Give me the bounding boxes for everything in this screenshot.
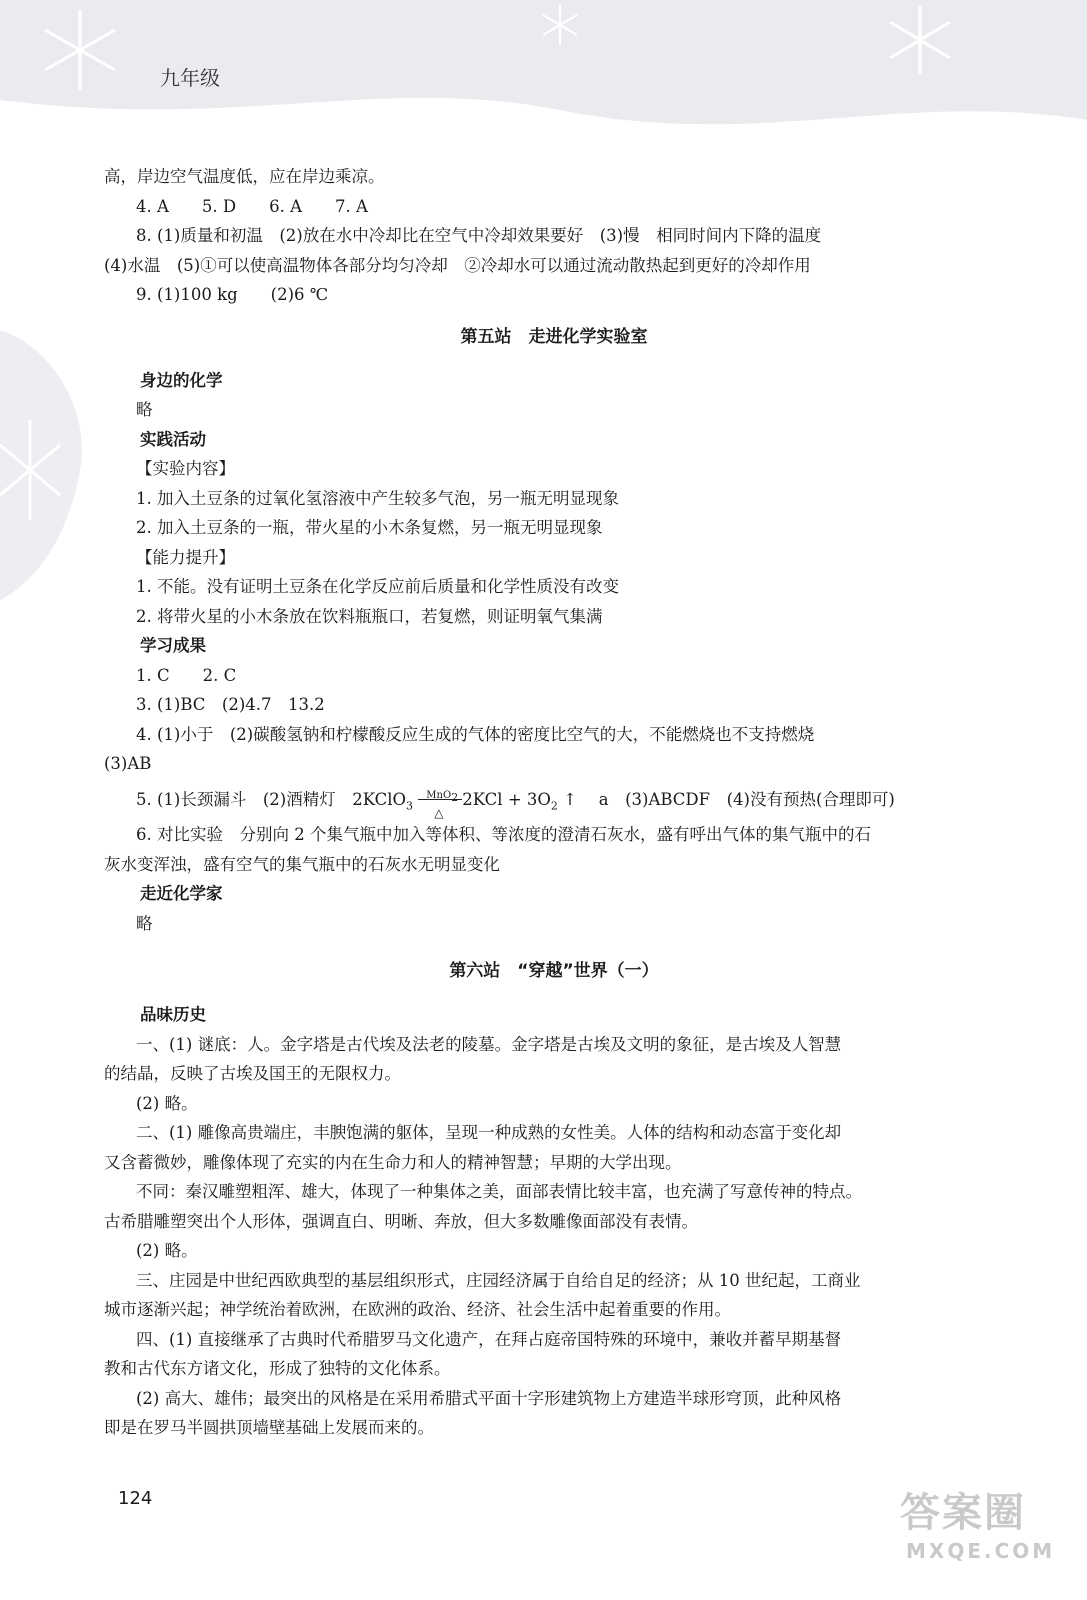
equation-suffix: ↑ a (3)ABCDF (4)没有预热(合理即可) <box>557 789 895 809</box>
answer-line: 8. (1)质量和初温 (2)放在水中冷却比在空气中冷却效果要好 (3)慢 相同时间内下降的温度 <box>136 226 822 245</box>
heat-symbol: △ <box>434 806 444 820</box>
answer-line: (4)水温 (5)①可以使高温物体各部分均匀冷却 ②冷却水可以通过流动散热起到更好的冷却作用 <box>104 255 811 275</box>
page-number: 124 <box>118 1488 153 1509</box>
answer-line: 教和古代东方诸文化，形成了独特的文化体系。 <box>104 1359 451 1379</box>
section-title: 第六站 “穿越”世界（一） <box>449 961 659 982</box>
reaction-condition <box>418 785 462 820</box>
answer-line: 古希腊雕塑突出个人形体，强调直白、明晰、奔放，但大多数雕像面部没有表情。 <box>104 1211 698 1231</box>
answer-line: 1. C 2. C <box>136 665 237 685</box>
subheading: 实践活动 <box>140 429 206 449</box>
grade-label: 九年级 <box>160 66 220 90</box>
subheading: 学习成果 <box>140 636 206 655</box>
answer-line: (2) 高大、雄伟；最突出的风格是在采用希腊式平面十字形建筑物上方建造半球形穹顶，此种风格 <box>136 1388 842 1408</box>
bracket-heading: 【实验内容】 <box>136 459 235 478</box>
answer-line: 3. (1)BC (2)4.7 13.2 <box>136 695 325 714</box>
equation-products: 2KCl + 3O <box>462 789 551 809</box>
catalyst: MnO <box>426 790 452 801</box>
subheading: 品味历史 <box>140 1005 206 1025</box>
answer-line: (3)AB <box>104 754 152 773</box>
watermark-logo-text: 答案圈 <box>900 1490 1026 1536</box>
answer-line: 4. A 5. D 6. A 7. A <box>136 196 368 216</box>
bracket-heading: 【能力提升】 <box>136 547 235 567</box>
side-decoration <box>0 330 90 600</box>
answer-line: 三、庄园是中世纪西欧典型的基层组织形式，庄园经济属于自给自足的经济；从 10 世纪起，工商业 <box>136 1270 861 1290</box>
subscript: 3 <box>406 798 414 812</box>
text-line: 高，岸边空气温度低，应在岸边乘凉。 <box>104 167 385 186</box>
answer-line: 不同：秦汉雕塑粗浑、雄大，体现了一种集体之美，面部表情比较丰富，也充满了写意传神的特点。 <box>136 1182 862 1202</box>
subheading: 走近化学家 <box>140 884 223 904</box>
answer-line: 1. 加入土豆条的过氧化氢溶液中产生较多气泡，另一瓶无明显现象 <box>136 488 619 508</box>
answer-line: (2) 略。 <box>136 1093 198 1113</box>
watermark <box>900 1488 1060 1583</box>
answer-line: 城市逐渐兴起；神学统治着欧洲，在欧洲的政治、经济、社会生活中起着重要的作用。 <box>104 1300 731 1320</box>
answer-line: 二、(1) 雕像高贵端庄，丰腴饱满的躯体，呈现一种成熟的女性美。人体的结构和动态富于变化却 <box>136 1123 842 1143</box>
answer-line: 略 <box>136 400 153 419</box>
answer-line: 即是在罗马半圆拱顶墙壁基础上发展而来的。 <box>104 1418 434 1438</box>
subscript: 2 <box>550 798 558 812</box>
answer-line: 的结晶，反映了古埃及国王的无限权力。 <box>104 1064 401 1084</box>
answer-line: 2. 加入土豆条的一瓶，带火星的小木条复燃，另一瓶无明显现象 <box>136 518 603 537</box>
equation-prefix: 5. (1)长颈漏斗 (2)酒精灯 2KClO <box>136 789 407 809</box>
answer-line: 略 <box>136 913 153 933</box>
answer-line: (2) 略。 <box>136 1241 198 1261</box>
equation-line <box>104 785 1004 821</box>
watermark-url: MXQE.COM <box>906 1539 1056 1563</box>
answer-line: 四、(1) 直接继承了古典时代希腊罗马文化遗产，在拜占庭帝国特殊的环境中，兼收并蓄早期基督 <box>136 1329 842 1349</box>
answer-content <box>104 162 1004 1443</box>
answer-line: 又含蓄微妙，雕像体现了充实的内在生命力和人的精神智慧；早期的大学出现。 <box>104 1152 682 1172</box>
answer-line: 灰水变浑浊，盛有空气的集气瓶中的石灰水无明显变化 <box>104 854 500 874</box>
answer-line: 4. (1)小于 (2)碳酸氢钠和柠檬酸反应生成的气体的密度比空气的大，不能燃烧也不支持燃烧 <box>136 724 815 744</box>
subscript: 2 <box>451 791 459 804</box>
section-title: 第五站 走进化学实验室 <box>460 326 648 347</box>
answer-line: 2. 将带火星的小木条放在饮料瓶瓶口，若复燃，则证明氧气集满 <box>136 606 603 626</box>
subheading: 身边的化学 <box>140 370 223 390</box>
answer-line: 6. 对比实验 分别向 2 个集气瓶中加入等体积、等浓度的澄清石灰水，盛有呼出气体的集气瓶中的石 <box>136 825 871 845</box>
answer-line: 一、(1) 谜底：人。金字塔是古代埃及法老的陵墓。金字塔是古埃及文明的象征，是古埃及人智慧 <box>136 1034 842 1054</box>
answer-line: 1. 不能。没有证明土豆条在化学反应前后质量和化学性质没有改变 <box>136 577 619 596</box>
answer-line: 9. (1)100 kg (2)6 ℃ <box>136 285 329 304</box>
